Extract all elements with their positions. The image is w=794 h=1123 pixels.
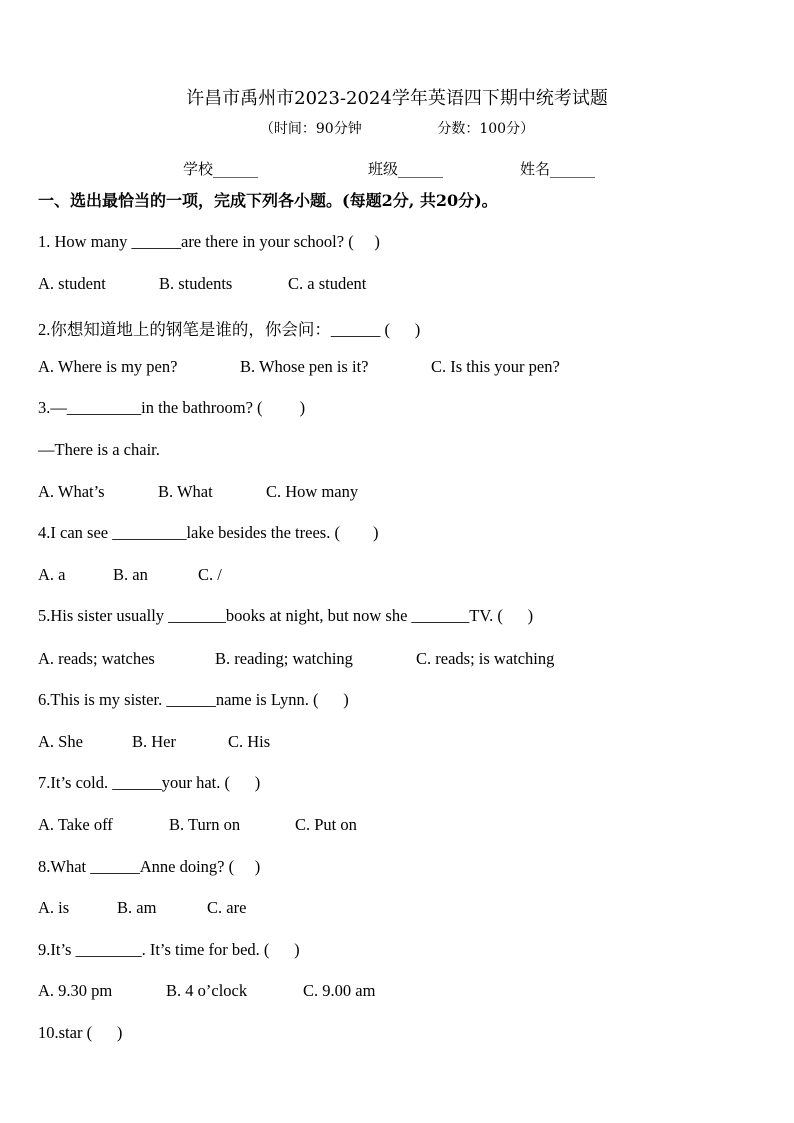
option-a: A. a — [38, 565, 66, 584]
name-field: 姓名______ — [520, 160, 596, 178]
question-9: 9.It’s ________. It’s time for bed. ( ) — [38, 940, 300, 959]
question-1-options — [38, 274, 758, 296]
school-field: 学校______ — [183, 160, 259, 178]
class-field: 班级______ — [368, 160, 444, 178]
option-a: A. What’s — [38, 482, 105, 501]
question-3-reply: —There is a chair. — [38, 440, 160, 459]
section-heading: 一、选出最恰当的一项，完成下列各小题。(每题2分, 共20分)。 — [38, 191, 498, 210]
option-c: C. are — [207, 898, 247, 917]
option-b: B. What — [158, 482, 213, 501]
option-a: A. Take off — [38, 815, 113, 834]
question-3: 3.—_________in the bathroom? ( ) — [38, 398, 306, 417]
question-9-options — [38, 981, 758, 1003]
option-c: C. 9.00 am — [303, 981, 376, 1000]
option-a: A. Where is my pen? — [38, 357, 178, 376]
option-b: B. students — [159, 274, 233, 293]
option-b: B. an — [113, 565, 148, 584]
option-c: C. Put on — [295, 815, 357, 834]
question-4: 4.I can see _________lake besides the trees. ( ) — [38, 523, 379, 542]
option-c: C. reads; is watching — [416, 649, 555, 668]
option-a: A. She — [38, 732, 83, 751]
question-10: 10.star ( ) — [38, 1023, 123, 1042]
option-b: B. 4 o’clock — [166, 981, 248, 1000]
question-7-options — [38, 815, 758, 837]
question-3-options — [38, 482, 758, 504]
option-b: B. Her — [132, 732, 176, 751]
question-5: 5.His sister usually _______books at night, but now she _______TV. ( ) — [38, 606, 534, 625]
option-a: A. 9.30 pm — [38, 981, 113, 1000]
option-a: A. reads; watches — [38, 649, 155, 668]
question-8-options — [38, 898, 758, 920]
option-c: C. a student — [288, 274, 367, 293]
page-title: 许昌市禹州市2023-2024学年英语四下期中统考试题 — [186, 88, 608, 109]
question-2: 2.你想知道地上的钢笔是谁的，你会问：______ ( ) — [38, 320, 421, 339]
option-b: B. reading; watching — [215, 649, 353, 668]
question-6-options — [38, 732, 758, 754]
question-5-options — [38, 649, 758, 671]
option-c: C. His — [228, 732, 271, 751]
option-c: C. How many — [266, 482, 359, 501]
option-c: C. / — [198, 565, 222, 584]
question-6: 6.This is my sister. ______name is Lynn. ( ) — [38, 690, 349, 709]
option-a: A. is — [38, 898, 70, 917]
option-b: B. Turn on — [169, 815, 241, 834]
question-7: 7.It’s cold. ______your hat. ( ) — [38, 773, 261, 792]
question-1: 1. How many ______are there in your school? ( ) — [38, 232, 380, 251]
option-a: A. student — [38, 274, 106, 293]
option-b: B. Whose pen is it? — [240, 357, 369, 376]
option-b: B. am — [117, 898, 157, 917]
option-c: C. Is this your pen? — [431, 357, 560, 376]
question-2-options — [38, 357, 758, 379]
question-4-options — [38, 565, 758, 587]
question-8: 8.What ______Anne doing? ( ) — [38, 857, 261, 876]
exam-time-score: （时间：90分钟 分数：100分） — [259, 121, 535, 137]
